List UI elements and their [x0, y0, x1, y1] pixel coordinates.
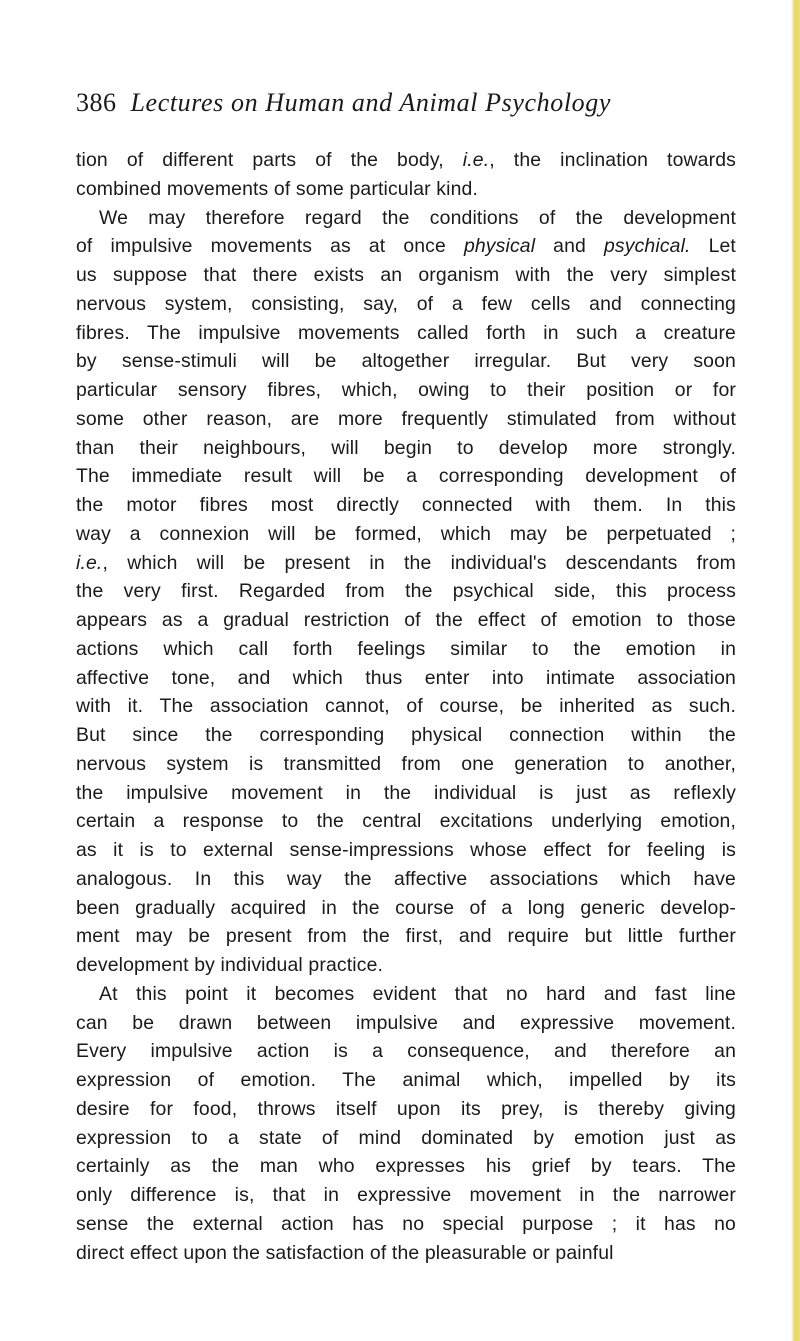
- text-run: us suppose that there exists an organism with the very simplest: [76, 264, 736, 286]
- text-line: [76, 750, 736, 779]
- text-line: [76, 491, 736, 520]
- text-line: [76, 1009, 736, 1038]
- text-line: [76, 836, 736, 865]
- italic-text-run: psychical.: [603, 235, 691, 258]
- text-run: At this point it becomes evident that no hard and fast line: [99, 982, 736, 1005]
- text-line: [76, 434, 736, 463]
- text-line: [76, 951, 736, 980]
- text-run: , the inclination towards: [489, 149, 737, 171]
- text-line: [76, 1066, 736, 1095]
- text-line: [76, 146, 736, 175]
- text-line: [76, 1124, 736, 1153]
- text-line: [76, 376, 736, 405]
- text-line: [76, 1095, 736, 1124]
- text-line: [76, 261, 736, 290]
- text-line: [76, 520, 736, 549]
- text-run: some other reason, are more frequently stimulated from without: [76, 407, 736, 430]
- text-line: [76, 1152, 736, 1181]
- text-line: [76, 1181, 736, 1210]
- text-run: appears as a gradual restriction of the effect of emotion to those: [76, 609, 736, 631]
- text-run: actions which call forth feelings similar to the emotion in: [76, 637, 736, 660]
- text-line: [76, 577, 736, 606]
- text-line: [76, 1239, 736, 1268]
- text-run: the motor fibres most directly connected with them. In this: [76, 494, 736, 516]
- text-line: [76, 175, 736, 204]
- text-run: only difference is, that in expressive movement in the narrower: [76, 1184, 736, 1206]
- text-line: [76, 721, 736, 750]
- page-number: 386: [76, 88, 117, 117]
- text-run: certain a response to the central excitations underlying emotion,: [76, 810, 736, 833]
- text-run: But since the corresponding physical connection within the: [76, 724, 736, 746]
- text-run: certainly as the man who expresses his grief by tears. The: [76, 1155, 736, 1178]
- text-run: nervous system is transmitted from one generation to another,: [76, 752, 736, 775]
- italic-text-run: i.e.: [462, 149, 490, 171]
- text-run: tion of different parts of the body,: [76, 149, 463, 171]
- text-line: [76, 290, 736, 319]
- text-run: than their neighbours, will begin to develop more strongly.: [76, 436, 736, 459]
- page-header: [76, 88, 736, 128]
- text-line: [76, 779, 736, 808]
- text-run: fibres. The impulsive movements called forth in such a creature: [76, 321, 736, 344]
- text-run: desire for food, throws itself upon its prey, is thereby giving: [76, 1097, 736, 1120]
- text-run: affective tone, and which thus enter into intimate association: [76, 666, 736, 689]
- text-run: analogous. In this way the affective associations which have: [76, 867, 736, 890]
- text-run: the impulsive movement in the individual is just as reflexly: [76, 781, 736, 804]
- text-line: [76, 1037, 736, 1066]
- text-run: We may therefore regard the conditions of the development: [99, 206, 736, 229]
- text-run: development by individual practice.: [76, 954, 384, 976]
- text-run: , which will be present in the individual's descendants from: [102, 551, 736, 574]
- text-run: ment may be present from the first, and require but little further: [76, 925, 736, 948]
- page-edge: [791, 0, 800, 1341]
- text-line: [76, 692, 736, 721]
- text-line: [76, 664, 736, 693]
- text-line: [76, 405, 736, 434]
- text-line: [76, 204, 736, 233]
- text-line: [76, 1210, 736, 1239]
- text-run: been gradually acquired in the course of a long generic develop-: [76, 896, 736, 919]
- text-run: sense the external action has no special purpose ; it has no: [76, 1212, 736, 1235]
- text-line: [76, 894, 736, 923]
- text-run: the very first. Regarded from the psychical side, this process: [76, 580, 736, 603]
- text-line: [76, 232, 736, 261]
- text-run: expression of emotion. The animal which, impelled by its: [76, 1069, 736, 1091]
- text-line: [76, 922, 736, 951]
- text-run: by sense-stimuli will be altogether irregular. But very soon: [76, 350, 736, 373]
- text-run: The immediate result will be a corresponding development of: [76, 465, 736, 488]
- italic-text-run: i.e.: [76, 551, 103, 574]
- text-line: [76, 635, 736, 664]
- text-line: [76, 980, 736, 1009]
- text-line: [76, 319, 736, 348]
- text-run: of impulsive movements as at once: [76, 235, 464, 258]
- text-run: expression to a state of mind dominated by emotion just as: [76, 1126, 736, 1149]
- body-text: [76, 146, 736, 1267]
- text-run: as it is to external sense-impressions whose effect for feeling is: [76, 839, 736, 861]
- text-line: [76, 549, 736, 578]
- text-run: combined movements of some particular kind.: [76, 177, 478, 200]
- text-run: nervous system, consisting, say, of a few cells and connecting: [76, 292, 736, 315]
- text-run: particular sensory fibres, which, owing to their position or for: [76, 379, 736, 401]
- text-run: with it. The association cannot, of course, be inherited as such.: [76, 695, 736, 718]
- text-run: Every impulsive action is a consequence, and therefore an: [76, 1040, 736, 1063]
- text-line: [76, 462, 736, 491]
- text-run: Let: [690, 235, 736, 258]
- text-line: [76, 807, 736, 836]
- text-line: [76, 347, 736, 376]
- text-line: [76, 865, 736, 894]
- running-title: Lectures on Human and Animal Psychology: [130, 88, 612, 117]
- italic-text-run: physical: [463, 235, 536, 258]
- text-run: and: [535, 235, 604, 258]
- text-run: way a connexion will be formed, which may be perpetuated ;: [76, 522, 736, 545]
- text-run: direct effect upon the satisfaction of the pleasurable or painful: [76, 1241, 614, 1264]
- text-line: [76, 606, 736, 635]
- text-run: can be drawn between impulsive and expressive movement.: [76, 1011, 736, 1034]
